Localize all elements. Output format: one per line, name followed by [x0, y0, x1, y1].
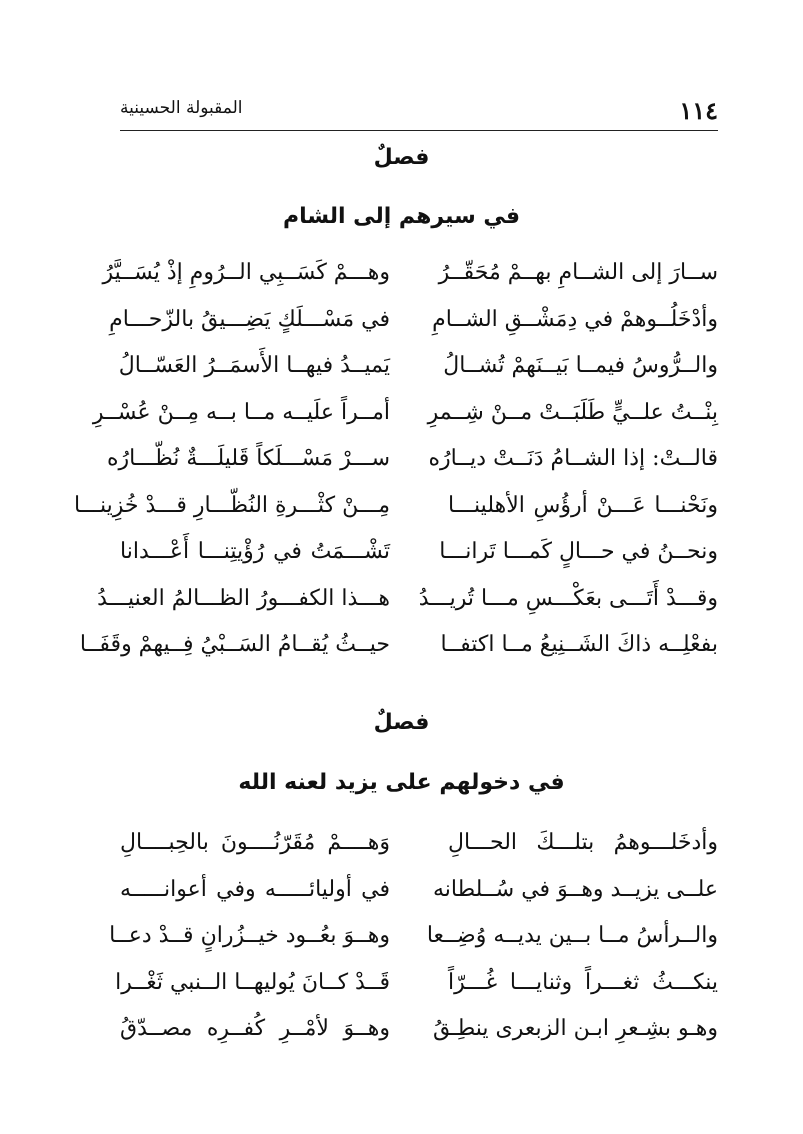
second-hemistich: مِـــنْ كثْـــرةِ النُظّـــارِ قـــدْ خُزِينـــا: [73, 492, 390, 518]
verse-line: [109, 923, 718, 970]
first-hemistich: والــرأسُ مــا بــين يديــه وُضِــعا: [426, 923, 718, 948]
verse-line: [92, 399, 718, 447]
verse-line: [102, 260, 718, 307]
running-title: المقبولة الحسينية: [120, 98, 243, 118]
first-hemistich: وقـــدْ أَتَـــى بعَكْـــسِ مـــا تُريـــدُ: [418, 585, 718, 611]
second-hemistich: وَهــــمْ مُقَرّنُــــونَ بالحِبــــالِ: [120, 830, 390, 855]
verse-line: [73, 492, 718, 540]
first-hemistich: وأدخَلـــوهمُ بتلـــكَ الحـــالِ: [448, 830, 718, 855]
first-hemistich: ونحــنُ في حـــالٍ كَمـــا تَرانـــا: [439, 539, 718, 564]
second-hemistich: وهـــمْ كَسَــبِي الــرُومِ إذْ يُسَــيَّرُ: [102, 260, 390, 285]
second-hemistich: حيــثُ يُقــامُ السَــبْيُ فِــيهمْ وقَفَــا: [79, 632, 390, 657]
first-hemistich: ونَحْنـــا عَـــنْ أرؤُسِ الأهلينـــا: [448, 492, 718, 518]
first-hemistich: وأدْخَلُــوهمْ في دِمَشْــقِ الشــامِ: [432, 306, 718, 332]
verse-line: [120, 877, 718, 924]
second-hemistich: في مَسْـــلَكٍ يَضِـــيقُ بالزّحـــامِ: [109, 306, 390, 332]
second-hemistich: وهــوَ بعُــود خيــزُرانٍ قــدْ دعــا: [109, 923, 390, 948]
verse-line: [97, 585, 718, 633]
verse-line: [120, 539, 718, 586]
first-hemistich: ينكـــثُ ثغـــراً وثنايـــا غُـــرّاً: [448, 969, 718, 995]
verse-line: [115, 969, 718, 1017]
verse-line: [120, 830, 718, 877]
first-hemistich: قالــتْ: إذا الشــامُ دَنَــتْ ديــارُه: [428, 446, 718, 471]
first-hemistich: علــى يزيــد وهــوَ في سُــلطانه: [432, 876, 718, 902]
verse-line: [109, 306, 718, 354]
first-hemistich: بفعْلِــه ذاكَ الشَــنِيعُ مــا اكتفــا: [440, 632, 718, 657]
second-hemistich: وهــوَ لأمْــرِ كُفــرِه مصــدّقُ: [120, 1016, 390, 1041]
page-number: ١١٤: [679, 96, 718, 125]
section-1-subtitle: في سيرهم إلى الشام: [282, 204, 521, 229]
first-hemistich: بِنْــتُ علــيٍّ طَلَبَــتْ مــنْ شِــمرِ: [427, 399, 718, 425]
section-1-heading: فصلٌ: [373, 145, 430, 170]
verse-line: [79, 632, 718, 679]
second-hemistich: قَــدْ كــانَ يُوليهــا الــنبي ثَغْــرا: [115, 969, 390, 995]
second-hemistich: في أوليائـــــه وفي أعوانـــــه: [120, 876, 390, 902]
first-hemistich: ســارَ إلى الشــامِ بهــمْ مُحَقّــرُ: [438, 260, 718, 285]
poem-stanza-1: [73, 260, 718, 679]
page-header: [120, 92, 718, 131]
poem-stanza-2: [109, 830, 718, 1063]
verse-line: [107, 446, 718, 493]
verse-line: [120, 1016, 718, 1063]
second-hemistich: هـــذا الكفـــورُ الظـــالمُ العنيـــدُ: [97, 585, 390, 611]
section-2-subtitle: في دخولهم على يزيد لعنه الله: [238, 770, 565, 795]
second-hemistich: أمــراً علَيــه مــا بــه مِــنْ عُسْــرِ: [92, 399, 390, 425]
second-hemistich: ســـرْ مَسْـــلَكاً قَليلَـــةٌ نُظّـــارُه: [107, 446, 390, 471]
second-hemistich: يَميــدُ فيهــا الأَسمَــرُ العَسّــالُ: [118, 353, 390, 378]
first-hemistich: والــرُّوسُ فيمــا بَيــنَهمْ تُشــالُ: [443, 353, 718, 378]
first-hemistich: وهـو بشِـعرِ ابـن الزبعرى ينطِـقُ: [432, 1016, 718, 1041]
second-hemistich: تَشْـــمَتُ في رُؤْيتِنـــا أَعْـــدانا: [120, 539, 390, 564]
section-2-heading: فصلٌ: [373, 710, 430, 735]
verse-line: [120, 353, 718, 400]
